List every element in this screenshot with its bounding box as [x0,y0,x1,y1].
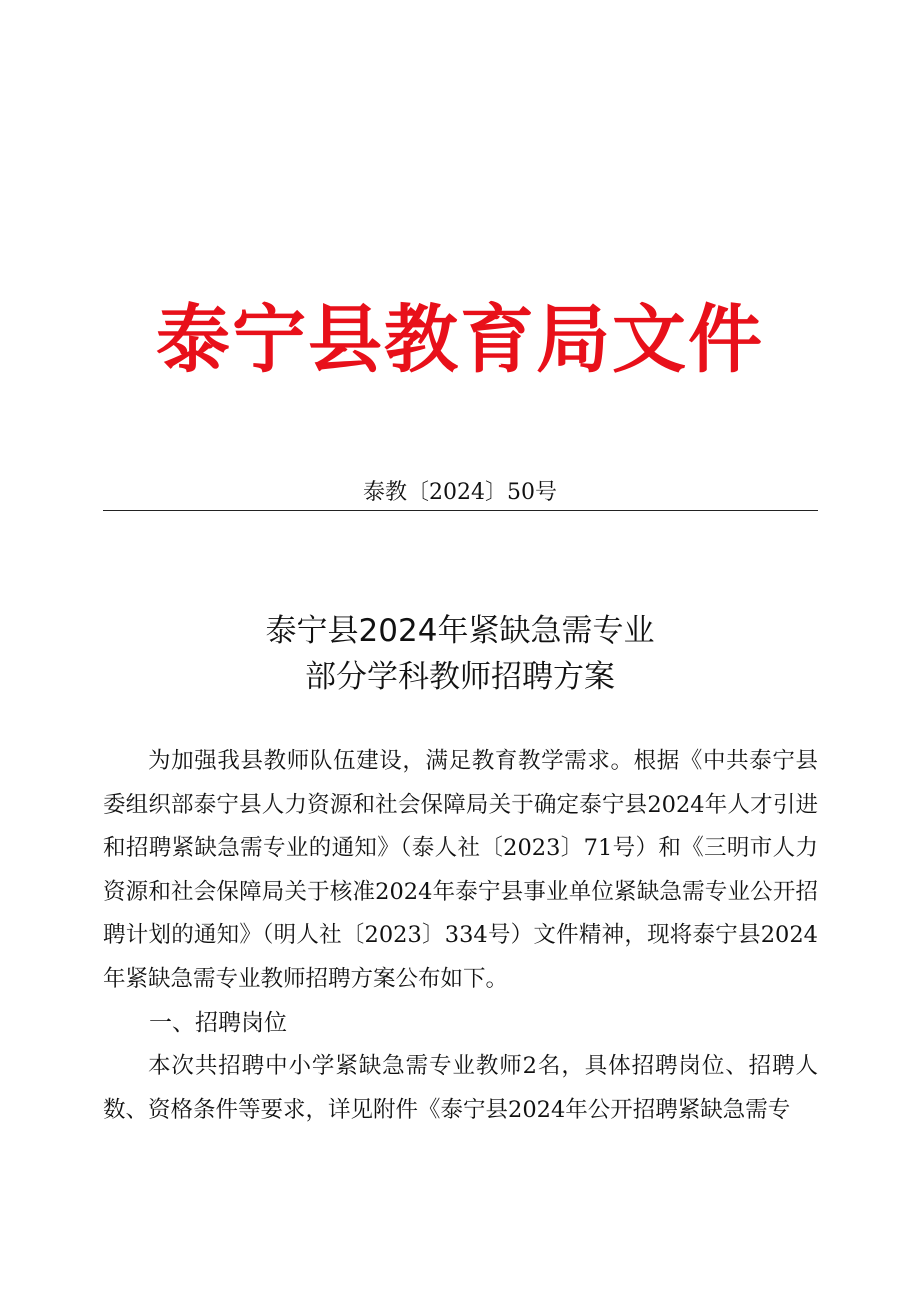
intro-paragraph: 为加强我县教师队伍建设，满足教育教学需求。根据《中共泰宁县委组织部泰宁县人力资源和社会保障局关于确定泰宁县2024年人才引进和招聘紧缺急需专业的通知》（泰人社〔2023〕71号）和《三明市人力资源和社会保障局关于核准2024年泰宁县事业单位紧缺急需专业公开招聘计划的通知》（明人社〔2023〕334号）文件精神，现将泰宁县2024年紧缺急需专业教师招聘方案公布如下。 [103,748,818,992]
document-title-line-2: 部分学科教师招聘方案 [305,659,615,695]
document-header-title: 泰宁县教育局文件 [156,297,764,383]
section-heading-positions: 一、招聘岗位 [149,1010,287,1036]
header-divider [103,510,818,511]
positions-paragraph: 本次共招聘中小学紧缺急需专业教师2名，具体招聘岗位、招聘人数、资格条件等要求，详见附件《泰宁县2024年公开招聘紧缺急需专 [103,1053,818,1123]
document-title-line-1: 泰宁县2024年紧缺急需专业 [265,613,655,649]
document-number: 泰教〔2024〕50号 [363,480,557,505]
document-title [0,608,920,700]
document-body [103,740,818,1132]
